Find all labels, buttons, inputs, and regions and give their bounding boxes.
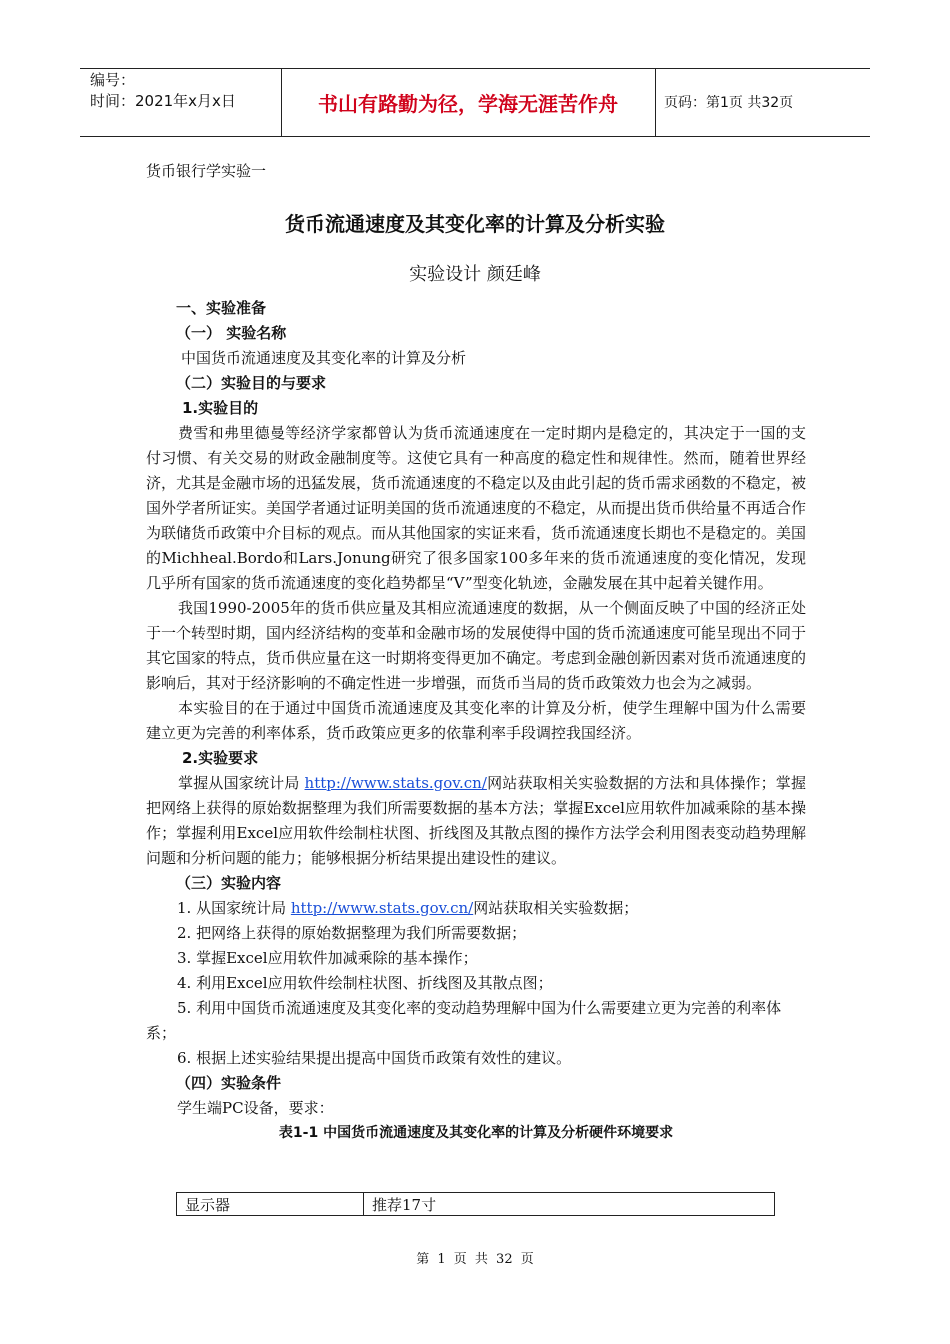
- header-motto: 书山有路勤为径，学海无涯苦作舟: [318, 91, 618, 116]
- header-date: 时间：2021年x月x日: [90, 92, 236, 110]
- conditions-text: 学生端PC设备，要求：: [177, 1099, 334, 1117]
- requirements-text-pre: 掌握从国家统计局: [178, 774, 305, 792]
- table-cell: 显示器: [177, 1193, 364, 1216]
- header-number: 编号：: [90, 71, 136, 89]
- table-cell: 推荐17寸: [364, 1193, 775, 1216]
- content-item-6: 6. 根据上述实验结果提出提高中国货币政策有效性的建议。: [177, 1049, 572, 1067]
- paragraph-1: 费雪和弗里德曼等经济学家都曾认为货币流通速度在一定时期内是稳定的，其决定于一国的支付习惯、有关交易的财政金融制度等。这使它具有一种高度的稳定性和规律性。然而，随着世界经济，尤其是金融市场的迅猛发展，货币流通速度的不稳定以及由此引起的货币需求函数的不稳定，被国外学者所证实。美国学者通过证明美国的货币流通速度的不稳定，从而提出货币供给量不再适合作为联储货币政策中介目标的观点。而从其他国家的实证来看，货币流通速度长期也不是稳定的。美国的Michheal.Bordo和Lars.Jonung研究了很多国家100多年来的货币流通速度的变化情况，发现几乎所有国家的货币流通速度的变化趋势都呈“V”型变化轨迹，金融发展在其中起着关键作用。: [146, 424, 807, 592]
- stats-gov-link[interactable]: http://www.stats.gov.cn/: [304, 774, 487, 792]
- requirements-heading: 2.实验要求: [182, 749, 259, 767]
- subsection-heading-3: （三）实验内容: [176, 874, 282, 892]
- content-item-5: 5. 利用中国货币流通速度及其变化率的变动趋势理解中国为什么需要建立更为完善的利率体系；: [146, 999, 782, 1042]
- hardware-table: [176, 1192, 775, 1216]
- course-label: 货币银行学实验一: [146, 162, 267, 180]
- document-body: [146, 296, 806, 1146]
- page-footer: 第 1 页 共 32 页: [416, 1252, 534, 1267]
- content-item-4: 4. 利用Excel应用软件绘制柱状图、折线图及其散点图；: [177, 974, 553, 992]
- experiment-name: 中国货币流通速度及其变化率的计算及分析: [181, 349, 467, 367]
- stats-gov-link-2[interactable]: http://www.stats.gov.cn/: [290, 899, 474, 917]
- subsection-heading-4: （四）实验条件: [176, 1074, 282, 1092]
- subsection-heading-1: （一） 实验名称: [176, 324, 287, 342]
- content-item-1-post: 网站获取相关实验数据；: [473, 899, 639, 917]
- document-title: 货币流通速度及其变化率的计算及分析实验: [285, 212, 665, 236]
- document-author: 实验设计 颜廷峰: [409, 264, 541, 285]
- header-divider-right: [655, 68, 656, 136]
- subsection-heading-2: （二）实验目的与要求: [176, 374, 327, 392]
- header-meta: [90, 70, 236, 112]
- section-heading-1: 一、实验准备: [176, 299, 267, 317]
- paragraph-2: 我国1990-2005年的货币供应量及其相应流通速度的数据，从一个侧面反映了中国的经济正处于一个转型时期，国内经济结构的变革和金融市场的发展使得中国的货币流通速度可能呈现出不同于其它国家的特点，货币供应量在这一时期将变得更加不确定。考虑到金融创新因素对货币流通速度的影响后，其对于经济影响的不确定性进一步增强，而货币当局的货币政策效力也会为之减弱。: [146, 599, 807, 692]
- content-item-2: 2. 把网络上获得的原始数据整理为我们所需要数据；: [177, 924, 527, 942]
- paragraph-3: 本实验目的在于通过中国货币流通速度及其变化率的计算及分析，使学生理解中国为什么需要建立更为完善的利率体系，货币政策应更多的依靠利率手段调控我国经济。: [146, 699, 806, 742]
- content-item-1-pre: 1. 从国家统计局: [177, 899, 291, 917]
- table-caption: 表1-1 中国货币流通速度及其变化率的计算及分析硬件环境要求: [278, 1125, 674, 1141]
- content-item-3: 3. 掌握Excel应用软件加减乘除的基本操作；: [177, 949, 478, 967]
- header-page-label: 页码：第1页 共32页: [664, 95, 794, 111]
- table-row: [177, 1193, 775, 1216]
- header-bottom-rule: [80, 136, 870, 137]
- requirements-paragraph: [146, 771, 806, 871]
- content-item-1: [146, 896, 806, 921]
- requirements-text-post: 网站获取相关实验数据的方法和具体操作；掌握把网络上获得的原始数据整理为我们所需要数据的基本方法；掌握Excel应用软件加减乘除的基本操作；掌握利用Excel应用软件绘制柱状图、折线图及其散点图的操作方法学会利用图表变动趋势理解问题和分析问题的能力；能够根据分析结果提出建设性的建议。: [146, 774, 806, 867]
- purpose-heading: 1.实验目的: [182, 399, 259, 417]
